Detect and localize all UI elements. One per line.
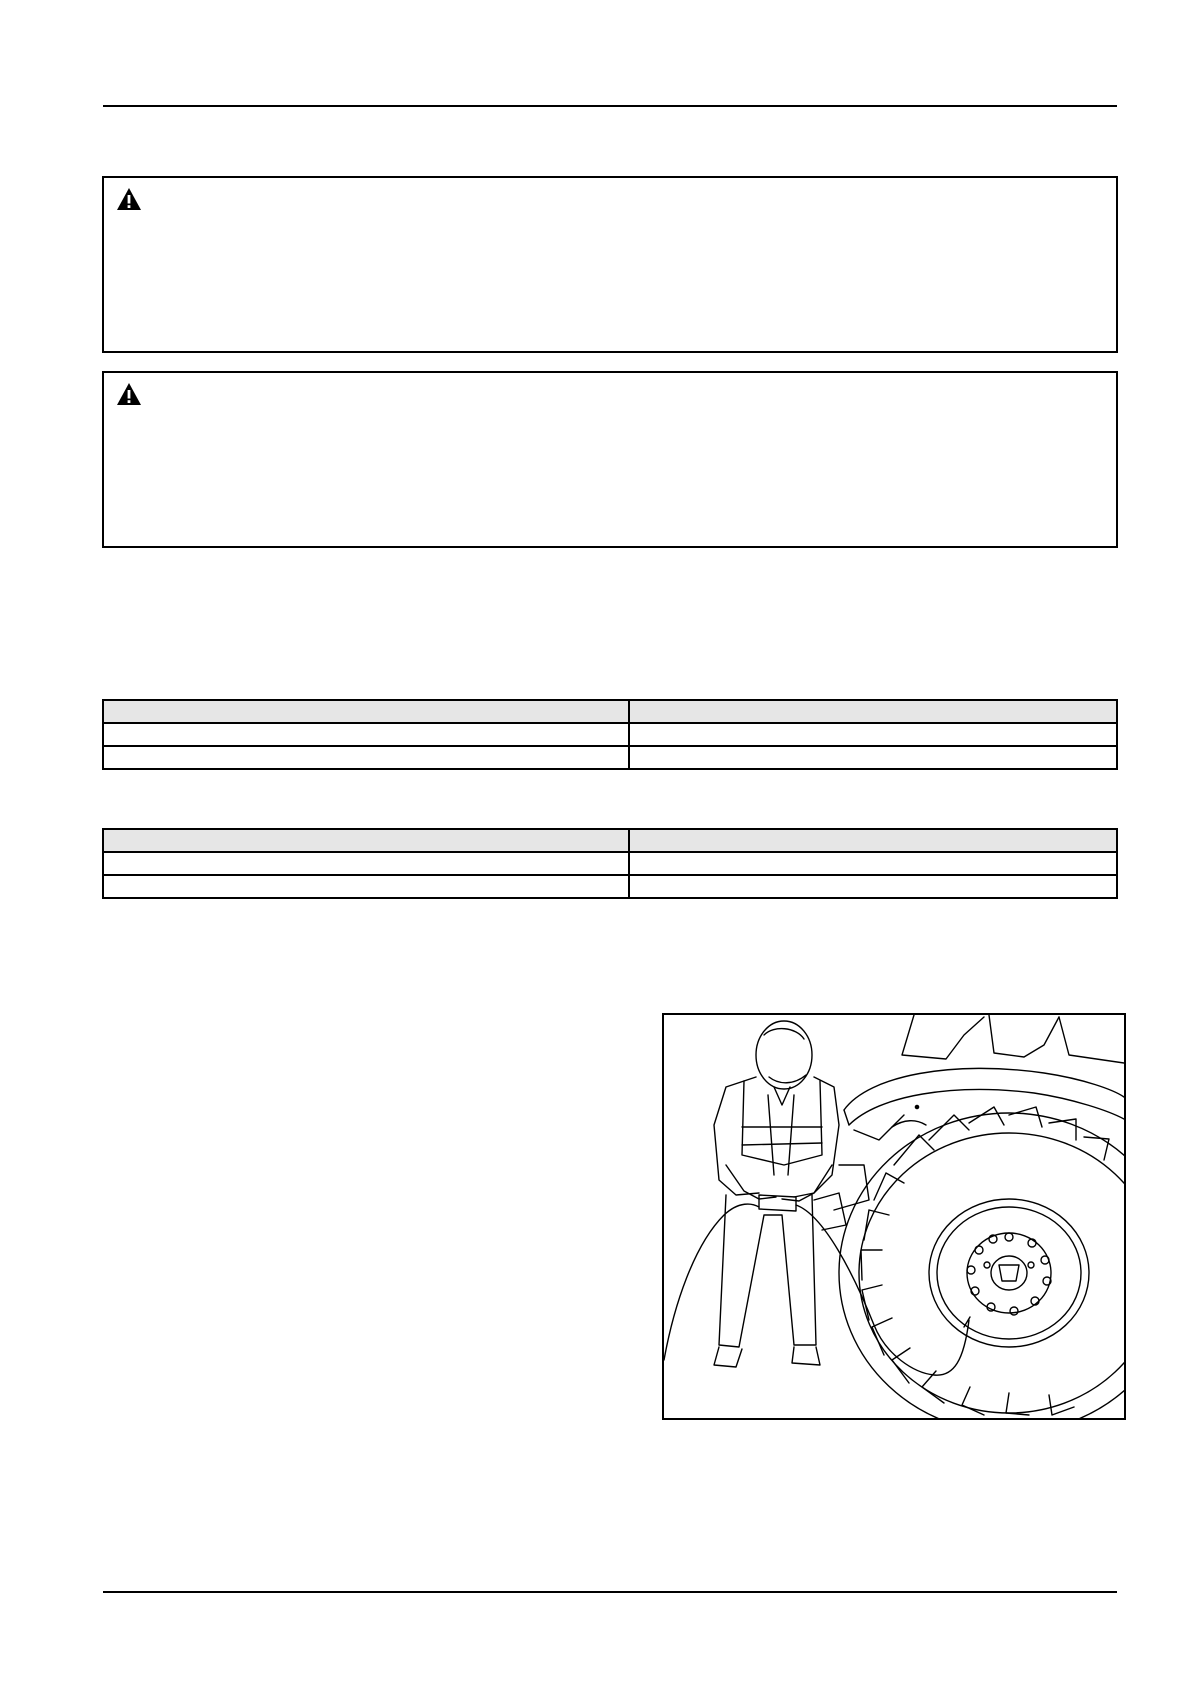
- table-cell: [629, 746, 1117, 769]
- tyre-inflation-figure: [662, 1013, 1126, 1420]
- table-cell: [629, 723, 1117, 746]
- table-header-cell: [629, 829, 1117, 852]
- table-header-cell: [103, 829, 629, 852]
- warning-box-2: [102, 371, 1118, 548]
- table-row: [103, 723, 1117, 746]
- warning-triangle-icon: [116, 187, 142, 211]
- table-row: [103, 875, 1117, 898]
- footer-rule: [103, 1591, 1117, 1593]
- tyre-illustration: [839, 1107, 1124, 1418]
- table-header-row: [103, 700, 1117, 723]
- table-cell: [629, 875, 1117, 898]
- table-header-cell: [103, 700, 629, 723]
- table-row: [103, 746, 1117, 769]
- table-header-row: [103, 829, 1117, 852]
- spec-table-1: [102, 699, 1118, 770]
- spec-table-2: [102, 828, 1118, 899]
- table-cell: [103, 852, 629, 875]
- table-header-cell: [629, 700, 1117, 723]
- table-cell: [629, 852, 1117, 875]
- warning-triangle-icon: [116, 382, 142, 406]
- warning-box-1: [102, 176, 1118, 353]
- operator-illustration: [714, 1021, 839, 1367]
- table-cell: [103, 875, 629, 898]
- header-rule: [103, 105, 1117, 107]
- table-row: [103, 852, 1117, 875]
- table-cell: [103, 746, 629, 769]
- table-cell: [103, 723, 629, 746]
